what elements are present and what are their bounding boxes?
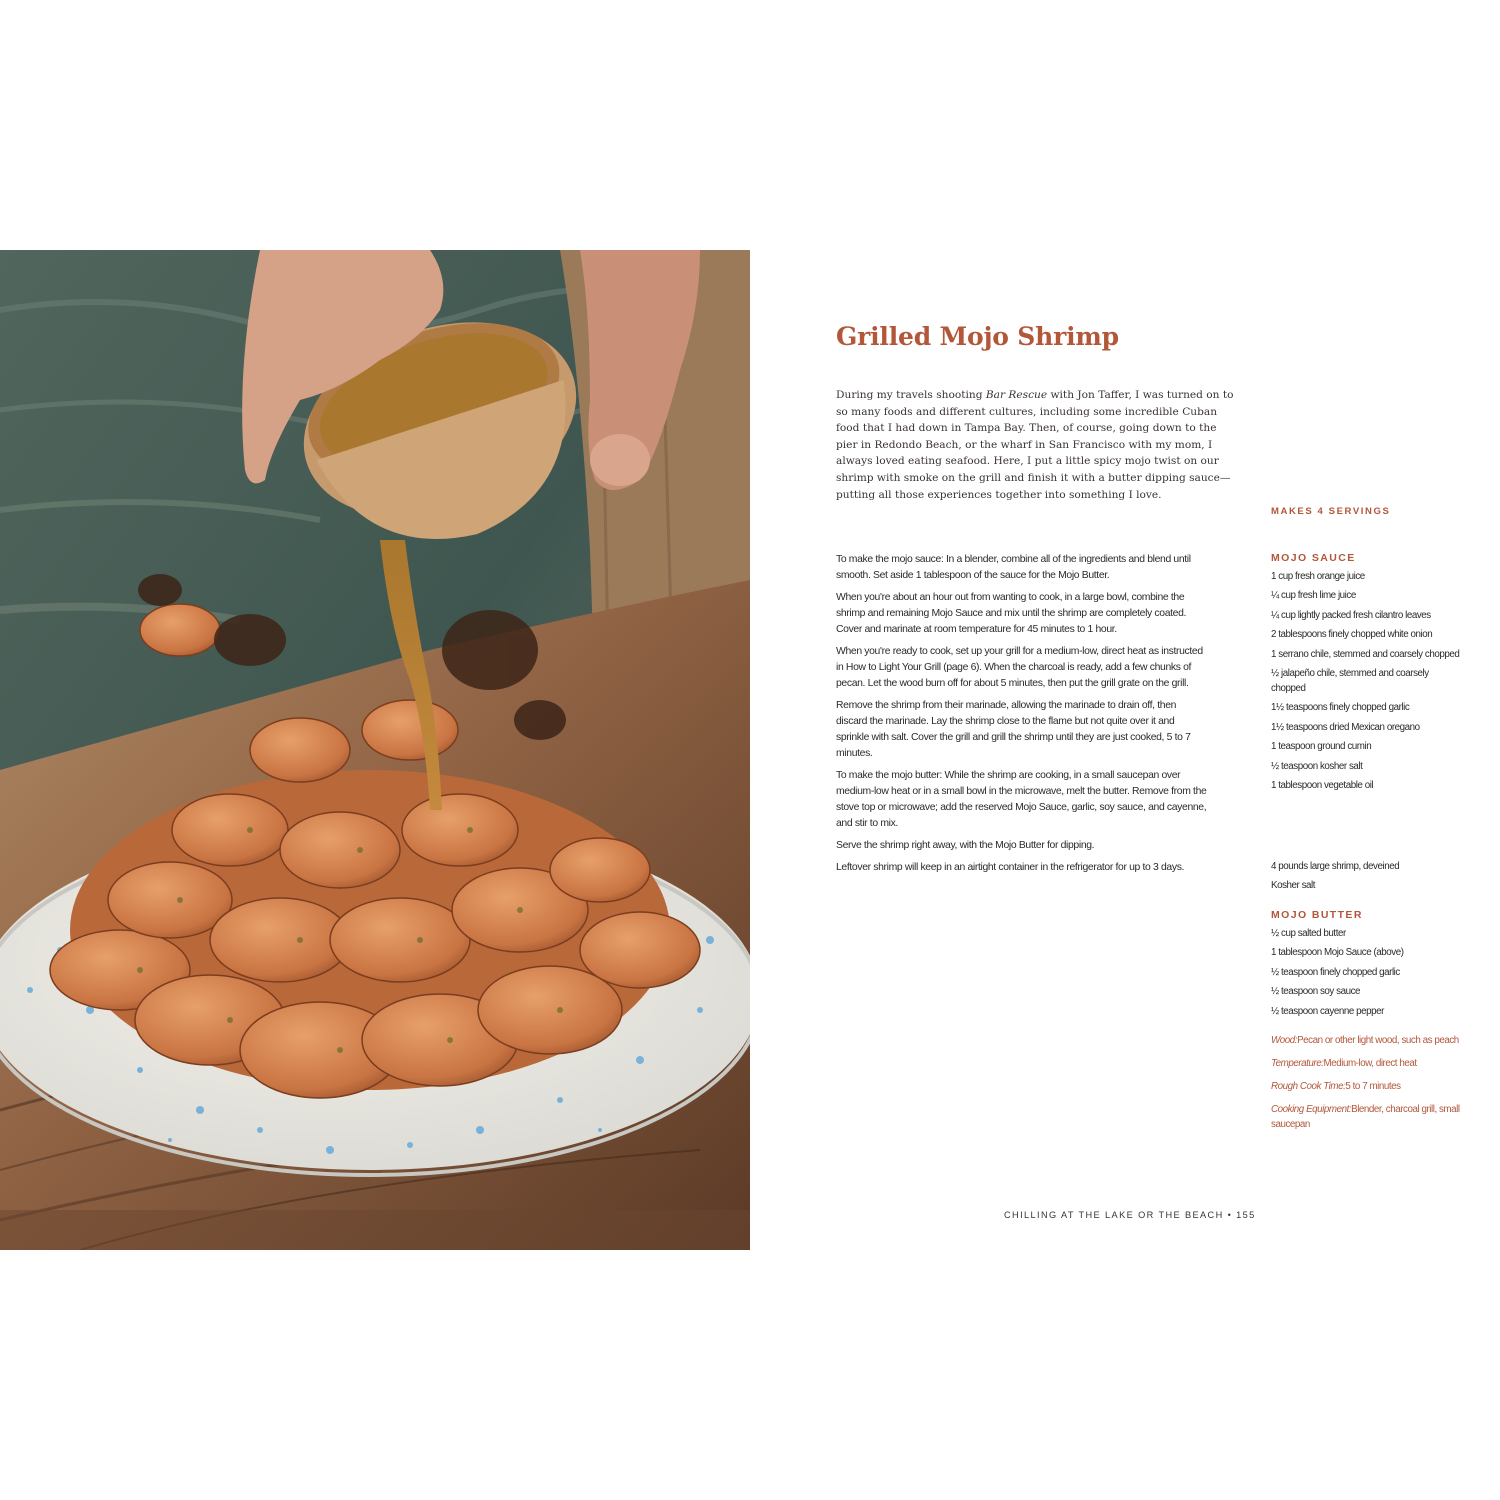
method-step: When you're about an hour out from wanting to cook, in a large bowl, combine the shrimp and remaining Mojo Sauce and mix until the shrimp are completely coated. Cover and marinate at room temperature for 45 minutes to 1 hour. — [836, 592, 1187, 635]
note-equipment — [1271, 1102, 1461, 1132]
ingredient-item: 1½ teaspoons finely chopped garlic — [1271, 702, 1410, 714]
ingredient-item: 2 tablespoons finely chopped white onion — [1271, 629, 1433, 641]
ingredient-item: ½ teaspoon cayenne pepper — [1271, 1005, 1384, 1017]
ingredient-item: 1 teaspoon ground cumin — [1271, 741, 1372, 753]
intro-text-end: with Jon Taffer, I was turned on to so many foods and different cultures, including some incredible Cuban food that I had down in Tampa Bay. Then, of course, going down to the pier in Redondo Beach, or the wharf in San Francisco with my mom, I always loved eating seafood. Here, I put a little spicy mojo twist on our shrimp with smoke on the grill and finish it with a butter dipping sauce—putting all those experiences together into something I love. — [836, 389, 1234, 501]
note-value: Blender, charcoal grill, small saucepan — [1271, 1104, 1460, 1130]
mojo-butter-list — [1271, 926, 1461, 1019]
ingredient-item: 1½ teaspoons dried Mexican oregano — [1271, 721, 1420, 733]
ingredient-item: ¼ cup lightly packed fresh cilantro leaves — [1271, 609, 1431, 621]
note-value: Pecan or other light wood, such as peach — [1297, 1035, 1459, 1046]
note-value: Medium-low, direct heat — [1323, 1058, 1417, 1069]
recipe-method — [836, 552, 1208, 882]
ingredient-item: ¼ cup fresh lime juice — [1271, 590, 1356, 602]
method-step: Leftover shrimp will keep in an airtight container in the refrigerator for up to 3 days. — [836, 862, 1185, 873]
note-value: 5 to 7 minutes — [1345, 1081, 1401, 1092]
main-ingredients — [1271, 859, 1461, 897]
mojo-butter-heading: MOJO BUTTER — [1271, 909, 1363, 921]
note-label: Temperature: — [1271, 1058, 1324, 1069]
intro-show-title: Bar Rescue — [985, 389, 1048, 401]
ingredient-item: ½ jalapeño chile, stemmed and coarsely chopped — [1271, 667, 1429, 694]
note-cook-time — [1271, 1079, 1461, 1094]
note-label: Wood: — [1271, 1035, 1298, 1046]
intro-text-start: During my travels shooting — [836, 389, 986, 401]
ingredient-item: Kosher salt — [1271, 880, 1316, 891]
method-step: Serve the shrimp right away, with the Mojo Butter for dipping. — [836, 840, 1095, 851]
mojo-sauce-heading: MOJO SAUCE — [1271, 552, 1356, 564]
ingredient-item: 1 tablespoon vegetable oil — [1271, 779, 1374, 791]
recipe-photo — [0, 250, 750, 1250]
cooking-notes — [1271, 1033, 1461, 1140]
recipe-intro — [836, 387, 1238, 503]
note-label: Rough Cook Time: — [1271, 1081, 1346, 1092]
page-folio: CHILLING AT THE LAKE OR THE BEACH • 155 — [1004, 1210, 1256, 1220]
ingredient-item: 4 pounds large shrimp, deveined — [1271, 861, 1400, 872]
method-step: When you're ready to cook, set up your grill for a medium-low, direct heat as instructed in How to Light Your Grill (page 6). When the charcoal is ready, add a few chunks of pecan. Let the wood burn off for about 5 minutes, then put the grill grate on the grill. — [836, 646, 1203, 689]
ingredient-item: ½ teaspoon soy sauce — [1271, 986, 1361, 998]
method-step: Remove the shrimp from their marinade, allowing the marinade to drain off, then discard the marinade. Lay the shrimp close to the flame but not quite over it and sprinkle with salt. Cover the grill and grill the shrimp until they are just cooked, 5 to 7 minutes. — [836, 700, 1191, 759]
mojo-butter-ingredients — [1271, 909, 1461, 1023]
ingredient-item: ½ cup salted butter — [1271, 928, 1346, 939]
note-temperature — [1271, 1056, 1461, 1071]
main-ingredient-list — [1271, 859, 1461, 893]
recipe-title: Grilled Mojo Shrimp — [836, 322, 1119, 351]
mojo-sauce-ingredients — [1271, 552, 1461, 797]
method-step: To make the mojo sauce: In a blender, combine all of the ingredients and blend until smooth. Set aside 1 tablespoon of the sauce for the Mojo Butter. — [836, 554, 1191, 581]
shrimp-photo-illustration — [0, 250, 750, 1250]
method-step: To make the mojo butter: While the shrimp are cooking, in a small saucepan over medium-low heat or in a small bowl in the microwave, melt the butter. Remove from the stove top or microwave; add the reserved Mojo Sauce, garlic, soy sauce, and cayenne, and stir to mix. — [836, 770, 1207, 829]
ingredient-item: 1 tablespoon Mojo Sauce (above) — [1271, 947, 1404, 959]
ingredient-item: ½ teaspoon finely chopped garlic — [1271, 966, 1400, 978]
mojo-sauce-list — [1271, 569, 1461, 793]
note-wood — [1271, 1033, 1461, 1048]
ingredient-item: 1 cup fresh orange juice — [1271, 571, 1365, 582]
note-label: Cooking Equipment: — [1271, 1104, 1352, 1115]
recipe-yield: MAKES 4 SERVINGS — [1271, 506, 1391, 517]
ingredient-item: ½ teaspoon kosher salt — [1271, 760, 1363, 772]
ingredient-item: 1 serrano chile, stemmed and coarsely chopped — [1271, 648, 1460, 660]
